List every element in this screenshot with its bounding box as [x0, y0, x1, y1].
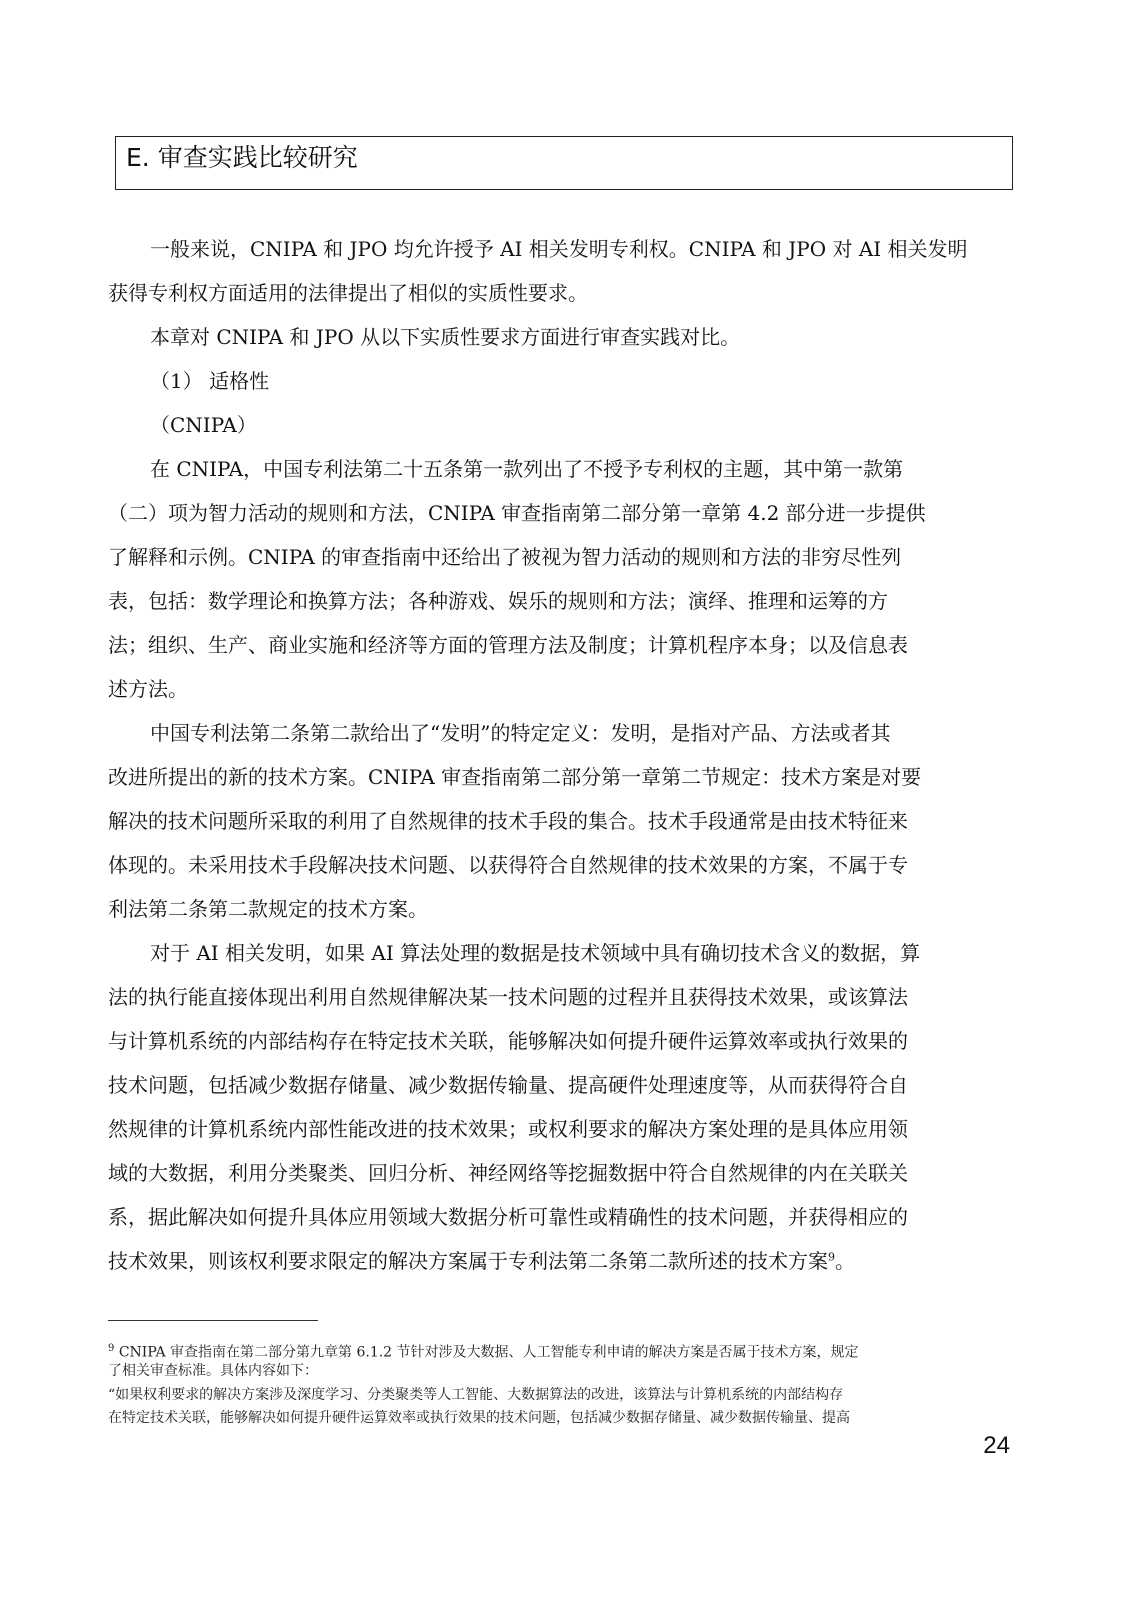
paragraph-line: 表，包括：数学理论和换算方法；各种游戏、娱乐的规则和方法；演绎、推理和运筹的方 — [108, 589, 888, 613]
footnote-divider — [108, 1320, 318, 1321]
paragraph-line: 域的大数据，利用分类聚类、回归分析、神经网络等挖掘数据中符合自然规律的内在关联关 — [108, 1161, 908, 1185]
paragraph-line: （1） 适格性 — [150, 369, 270, 393]
paragraph-line: 中国专利法第二条第二款给出了“发明”的特定定义：发明，是指对产品、方法或者其 — [150, 721, 891, 745]
section-heading-box — [115, 136, 1013, 190]
page-number: 24 — [983, 1432, 1010, 1459]
paragraph-line: 获得专利权方面适用的法律提出了相似的实质性要求。 — [108, 281, 588, 305]
paragraph-line-end: 。 — [835, 1249, 855, 1273]
paragraph-line: 改进所提出的新的技术方案。CNIPA 审查指南第二部分第一章第二节规定：技术方案是对要 — [108, 765, 922, 789]
paragraph-line: 一般来说，CNIPA 和 JPO 均允许授予 AI 相关发明专利权。CNIPA 和 JPO 对 AI 相关发明 — [150, 237, 968, 261]
paragraph-line: （CNIPA） — [150, 413, 257, 437]
section-title: E. 审查实践比较研究 — [126, 143, 358, 172]
footnote-text: CNIPA 审查指南在第二部分第九章第 6.1.2 节针对涉及大数据、人工智能专利申请的解决方案是否属于技术方案，规定 — [118, 1344, 859, 1361]
paragraph-line: 系，据此解决如何提升具体应用领域大数据分析可靠性或精确性的技术问题，并获得相应的 — [108, 1205, 908, 1229]
paragraph-line: 与计算机系统的内部结构存在特定技术关联，能够解决如何提升硬件运算效率或执行效果的 — [108, 1029, 908, 1053]
footnote-line: 在特定技术关联，能够解决如何提升硬件运算效率或执行效果的技术问题，包括减少数据存储量、减少数据传输量、提高 — [108, 1410, 850, 1426]
paragraph-line: 在 CNIPA，中国专利法第二十五条第一款列出了不授予专利权的主题，其中第一款第 — [150, 457, 904, 481]
paragraph-line: 对于 AI 相关发明，如果 AI 算法处理的数据是技术领域中具有确切技术含义的数据，算 — [150, 941, 921, 965]
paragraph-line: 述方法。 — [108, 677, 188, 701]
footnote-marker: 9 — [108, 1343, 115, 1354]
footnote-line — [108, 1338, 1008, 1360]
paragraph-line: 然规律的计算机系统内部性能改进的技术效果；或权利要求的解决方案处理的是具体应用领 — [108, 1117, 908, 1141]
footnote-line: 了相关审查标准。具体内容如下： — [108, 1363, 318, 1379]
paragraph-line-last — [108, 1239, 1008, 1283]
paragraph-line: 解决的技术问题所采取的利用了自然规律的技术手段的集合。技术手段通常是由技术特征来 — [108, 809, 908, 833]
paragraph-line: 体现的。未采用技术手段解决技术问题、以获得符合自然规律的技术效果的方案，不属于专 — [108, 853, 908, 877]
paragraph-line: 法；组织、生产、商业实施和经济等方面的管理方法及制度；计算机程序本身；以及信息表 — [108, 633, 908, 657]
footnote-line: “如果权利要求的解决方案涉及深度学习、分类聚类等人工智能、大数据算法的改进，该算法与计算机系统的内部结构存 — [108, 1387, 844, 1403]
footnote-reference[interactable]: 9 — [828, 1250, 835, 1264]
paragraph-line: 了解释和示例。CNIPA 的审查指南中还给出了被视为智力活动的规则和方法的非穷尽性列 — [108, 545, 902, 569]
paragraph-line: （二）项为智力活动的规则和方法，CNIPA 审查指南第二部分第一章第 4.2 部分进一步提供 — [108, 501, 926, 525]
paragraph-line: 技术问题，包括减少数据存储量、减少数据传输量、提高硬件处理速度等，从而获得符合自 — [108, 1073, 908, 1097]
paragraph-line: 利法第二条第二款规定的技术方案。 — [108, 897, 428, 921]
paragraph-line-text: 技术效果，则该权利要求限定的解决方案属于专利法第二条第二款所述的技术方案 — [108, 1249, 828, 1273]
paragraph-line: 法的执行能直接体现出利用自然规律解决某一技术问题的过程并且获得技术效果，或该算法 — [108, 985, 908, 1009]
paragraph-line: 本章对 CNIPA 和 JPO 从以下实质性要求方面进行审查实践对比。 — [150, 325, 741, 349]
